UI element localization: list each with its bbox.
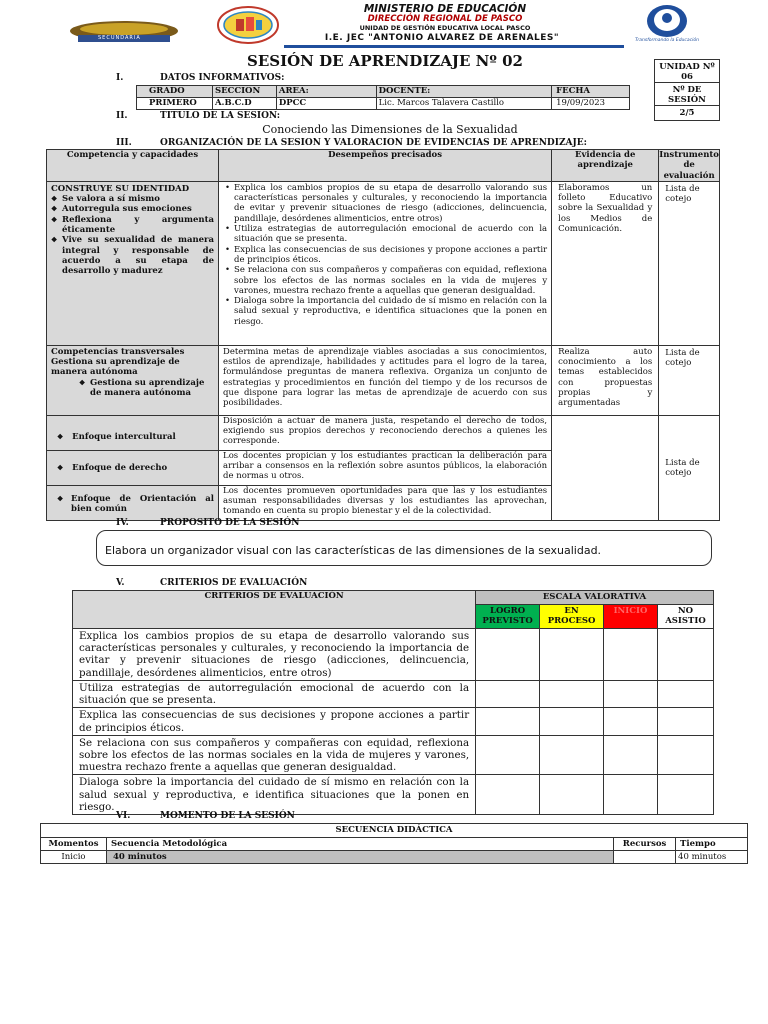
performance-item: • Utiliza estrategias de autorregulación emocional de acuerdo con la situación que se presenta. bbox=[223, 224, 547, 245]
capacity-item: ❖ Autorregula sus emociones bbox=[51, 204, 214, 214]
performance-item: • Se relaciona con sus compañeros y compañeras con equidad, reflexiona sobre los efectos de las normas sociales en la vida de mujeres y varones, muestra rechazo frente a aquellas que generan desigualdad. bbox=[223, 265, 547, 296]
check-cell[interactable] bbox=[476, 681, 540, 708]
check-cell[interactable] bbox=[657, 735, 713, 775]
seq-moment: Inicio bbox=[41, 851, 107, 864]
criterion-row: Dialoga sobre la importancia del cuidado de sí mismo en relación con la salud sexual y reproductiva, e identifica situaciones que la ponen en riesgo. bbox=[73, 775, 476, 815]
right-logo bbox=[632, 4, 702, 46]
seq-header-methodology: Secuencia Metodológica bbox=[106, 838, 613, 851]
seq-resources bbox=[614, 851, 676, 864]
transversal-capacity-list bbox=[51, 378, 214, 399]
approach-intercultural: ❖ Enfoque intercultural bbox=[47, 415, 219, 450]
criterion-row: Utiliza estrategias de autorregulación emocional de acuerdo con la situación que se presenta. bbox=[73, 681, 476, 708]
approach-name: Enfoque de Orientación al bien común bbox=[71, 493, 215, 514]
approaches-instrument: Lista de cotejo bbox=[659, 415, 720, 520]
section3-num: III. bbox=[116, 138, 132, 148]
seq-header-moments: Momentos bbox=[41, 838, 107, 851]
performance-item: • Explica los cambios propios de su etapa de desarrollo valorando sus características personales y culturales, y reconociendo la importancia de evitar y prevenir situaciones de riesgo (adicciones, delincuencia, pandillaje, desórdenes alimenticios, entre otros) bbox=[223, 183, 547, 224]
approach-rights: ❖ Enfoque de derecho bbox=[47, 450, 219, 485]
scale-in-process: EN PROCESO bbox=[540, 605, 604, 629]
competence-cell bbox=[47, 181, 219, 345]
info-header-section: SECCION bbox=[212, 86, 276, 98]
section5-title: CRITERIOS DE EVALUACIÓN bbox=[160, 578, 308, 588]
section6-title: MOMENTO DE LA SESIÓN bbox=[160, 811, 295, 821]
section1-num: I. bbox=[116, 73, 124, 83]
transversal-performance: Determina metas de aprendizaje viables asociadas a sus conocimientos, estilos de aprendizaje, habilidades y actitudes para el logro de la tarea, formulándose preguntas de manera reflexiva. Organiza un conjunto de estrategias y procedimientos en función del tiempo y de los recursos de que dispone para lograr las metas de aprendizaje de acuerdo con sus posibilidades. bbox=[219, 345, 552, 415]
check-cell[interactable] bbox=[476, 775, 540, 815]
check-cell[interactable] bbox=[604, 629, 658, 681]
scale-start: INICIO bbox=[604, 605, 658, 629]
performances-list bbox=[223, 183, 547, 327]
ugel-title: UNIDAD DE GESTIÓN EDUCATIVA LOCAL PASCO bbox=[359, 24, 531, 32]
org-header-instrument: Instrumento de evaluación bbox=[659, 150, 719, 181]
page-title: SESIÓN DE APRENDIZAJE Nº 02 bbox=[247, 52, 523, 70]
org-header-competence: Competencia y capacidades bbox=[47, 150, 219, 182]
info-header-grade: GRADO bbox=[137, 86, 213, 98]
transversal-cell bbox=[47, 345, 219, 415]
seq-header-time: Tiempo bbox=[676, 838, 748, 851]
info-header-area: AREA: bbox=[276, 86, 376, 98]
section6-num: VI. bbox=[116, 811, 131, 821]
info-header-date: FECHA bbox=[552, 86, 630, 98]
purpose-box bbox=[96, 530, 712, 566]
info-header-teacher: DOCENTE: bbox=[376, 86, 552, 98]
seq-time: 40 minutos bbox=[676, 851, 748, 864]
approach-common-good: ❖ Enfoque de Orientación al bien común bbox=[47, 485, 219, 520]
scale-header: ESCALA VALORATIVA bbox=[476, 591, 714, 605]
info-teacher: Lic. Marcos Talavera Castillo bbox=[376, 98, 552, 110]
right-logo-caption: Transformando la Educación bbox=[635, 38, 699, 43]
capacity-item: ❖ Reflexiona y argumenta éticamente bbox=[51, 215, 214, 236]
check-cell[interactable] bbox=[604, 708, 658, 735]
performances-cell bbox=[219, 181, 552, 345]
check-cell[interactable] bbox=[540, 629, 604, 681]
instrument-cell: Lista de cotejo bbox=[659, 181, 720, 345]
check-cell[interactable] bbox=[604, 735, 658, 775]
evidence-cell: Elaboramos un folleto Educativo sobre la Sexualidad y los Medios de Comunicación. bbox=[552, 181, 659, 345]
approach-name: Enfoque de derecho bbox=[72, 462, 168, 473]
criterion-row: Explica las consecuencias de sus decisiones y propone acciones a partir de principios éticos. bbox=[73, 708, 476, 735]
performance-item: • Dialoga sobre la importancia del cuidado de sí mismo en relación con la salud sexual y reproductiva, e identifica situaciones que la ponen en riesgo. bbox=[223, 296, 547, 327]
info-date: 19/09/2023 bbox=[552, 98, 630, 110]
criterion-row: Explica los cambios propios de su etapa de desarrollo valorando sus características personales y culturales, y reconociendo la importancia de evitar y prevenir situaciones de riesgo (adicciones, delincuencia, pandillaje, desórdenes alimenticios, entre otros) bbox=[73, 629, 476, 681]
ministry-title: MINISTERIO DE EDUCACIÓN bbox=[363, 3, 527, 15]
criteria-table bbox=[72, 590, 714, 815]
check-cell[interactable] bbox=[540, 735, 604, 775]
check-cell[interactable] bbox=[604, 681, 658, 708]
info-table bbox=[136, 85, 630, 110]
section4-title: PROPOSITO DE LA SESIÓN bbox=[160, 518, 300, 528]
transversal-competence: Gestiona su aprendizaje de manera autónoma bbox=[51, 357, 180, 378]
check-cell[interactable] bbox=[604, 775, 658, 815]
direction-title: DIRECCIÓN REGIONAL DE PASCO bbox=[367, 14, 523, 24]
check-cell[interactable] bbox=[540, 681, 604, 708]
section3-title: ORGANIZACIÓN DE LA SESION Y VALORACION DE EVIDENCIAS DE APRENDIZAJE: bbox=[160, 138, 587, 148]
transversal-title: Competencias transversales bbox=[51, 346, 185, 357]
unit-box bbox=[654, 59, 720, 121]
section2-num: II. bbox=[116, 111, 128, 121]
competence-title: CONSTRUYE SU IDENTIDAD bbox=[51, 183, 190, 194]
check-cell[interactable] bbox=[540, 775, 604, 815]
approach-text: Los docentes propician y los estudiantes practican la deliberación para arribar a consensos en la reflexión sobre asuntos públicos, la elaboración de normas u otros. bbox=[219, 450, 552, 485]
session-title-value: Conociendo las Dimensiones de la Sexualidad bbox=[262, 123, 518, 136]
header-rule bbox=[284, 45, 624, 48]
left-logo bbox=[68, 18, 180, 44]
approach-text: Los docentes promueven oportunidades para que las y los estudiantes asuman responsabilidades diversas y los estudiantes las aprovechan, tomando en cuenta su propio bienestar y el de la colectividad. bbox=[219, 485, 552, 520]
sequence-table bbox=[40, 823, 748, 864]
sequence-title: SECUENCIA DIDÁCTICA bbox=[41, 824, 748, 838]
transversal-instrument: Lista de cotejo bbox=[659, 345, 720, 415]
performance-item: • Explica las consecuencias de sus decisiones y propone acciones a partir de principios éticos. bbox=[223, 245, 547, 266]
check-cell[interactable] bbox=[476, 708, 540, 735]
org-header-evidence: Evidencia de aprendizaje bbox=[552, 150, 659, 182]
capacity-item: ❖ Vive su sexualidad de manera integral y responsable de acuerdo a su etapa de desarrollo y madurez bbox=[51, 235, 214, 276]
transversal-capacity: ❖ Gestiona su aprendizaje de manera autónoma bbox=[79, 378, 214, 399]
check-cell[interactable] bbox=[476, 629, 540, 681]
center-logo bbox=[216, 6, 280, 44]
section5-num: V. bbox=[116, 578, 125, 588]
school-title: I.E. JEC "ANTONIO ALVAREZ DE ARENALES" bbox=[324, 33, 560, 43]
approach-name: Enfoque intercultural bbox=[72, 431, 176, 442]
info-area: DPCC bbox=[276, 98, 376, 110]
left-logo-text: SECUNDARIA bbox=[98, 35, 141, 41]
approaches-evidence-cell bbox=[552, 415, 659, 520]
unit-number: UNIDAD Nº 06 bbox=[655, 60, 720, 83]
seq-methodology: 40 minutos bbox=[106, 851, 613, 864]
org-header-performance: Desempeños precisados bbox=[219, 150, 552, 182]
purpose-text: Elabora un organizador visual con las características de las dimensiones de la sexualidad. bbox=[105, 544, 602, 557]
check-cell[interactable] bbox=[657, 775, 713, 815]
transversal-evidence: Realiza auto conocimiento a los temas establecidos con propuestas propias y argumentadas bbox=[552, 345, 659, 415]
criteria-header: CRITERIOS DE EVALUACIÓN bbox=[73, 591, 476, 629]
check-cell[interactable] bbox=[657, 629, 713, 681]
check-cell[interactable] bbox=[540, 708, 604, 735]
approach-text: Disposición a actuar de manera justa, respetando el derecho de todos, exigiendo sus propios derechos y reconociendo derechos a quienes les corresponde. bbox=[219, 415, 552, 450]
session-number: 2/5 bbox=[655, 106, 720, 121]
capacity-item: ❖ Se valora a sí mismo bbox=[51, 194, 214, 204]
section4-num: IV. bbox=[116, 518, 129, 528]
check-cell[interactable] bbox=[657, 708, 713, 735]
criterion-row: Se relaciona con sus compañeros y compañeras con equidad, reflexiona sobre los efectos de las normas sociales en la vida de mujeres y varones, muestra rechazo frente a aquellas que generan desigualdad. bbox=[73, 735, 476, 775]
scale-absent: NO ASISTIO bbox=[657, 605, 713, 629]
info-grade: PRIMERO bbox=[137, 98, 213, 110]
section2-title: TITULO DE LA SESION: bbox=[160, 111, 281, 121]
info-section: A.B.C.D bbox=[212, 98, 276, 110]
capacities-list bbox=[51, 194, 214, 276]
organization-table bbox=[46, 149, 720, 521]
check-cell[interactable] bbox=[476, 735, 540, 775]
scale-achieved: LOGRO PREVISTO bbox=[476, 605, 540, 629]
section1-title: DATOS INFORMATIVOS: bbox=[160, 73, 285, 83]
seq-header-resources: Recursos bbox=[614, 838, 676, 851]
session-label: Nº DE SESIÓN bbox=[655, 83, 720, 106]
check-cell[interactable] bbox=[657, 681, 713, 708]
